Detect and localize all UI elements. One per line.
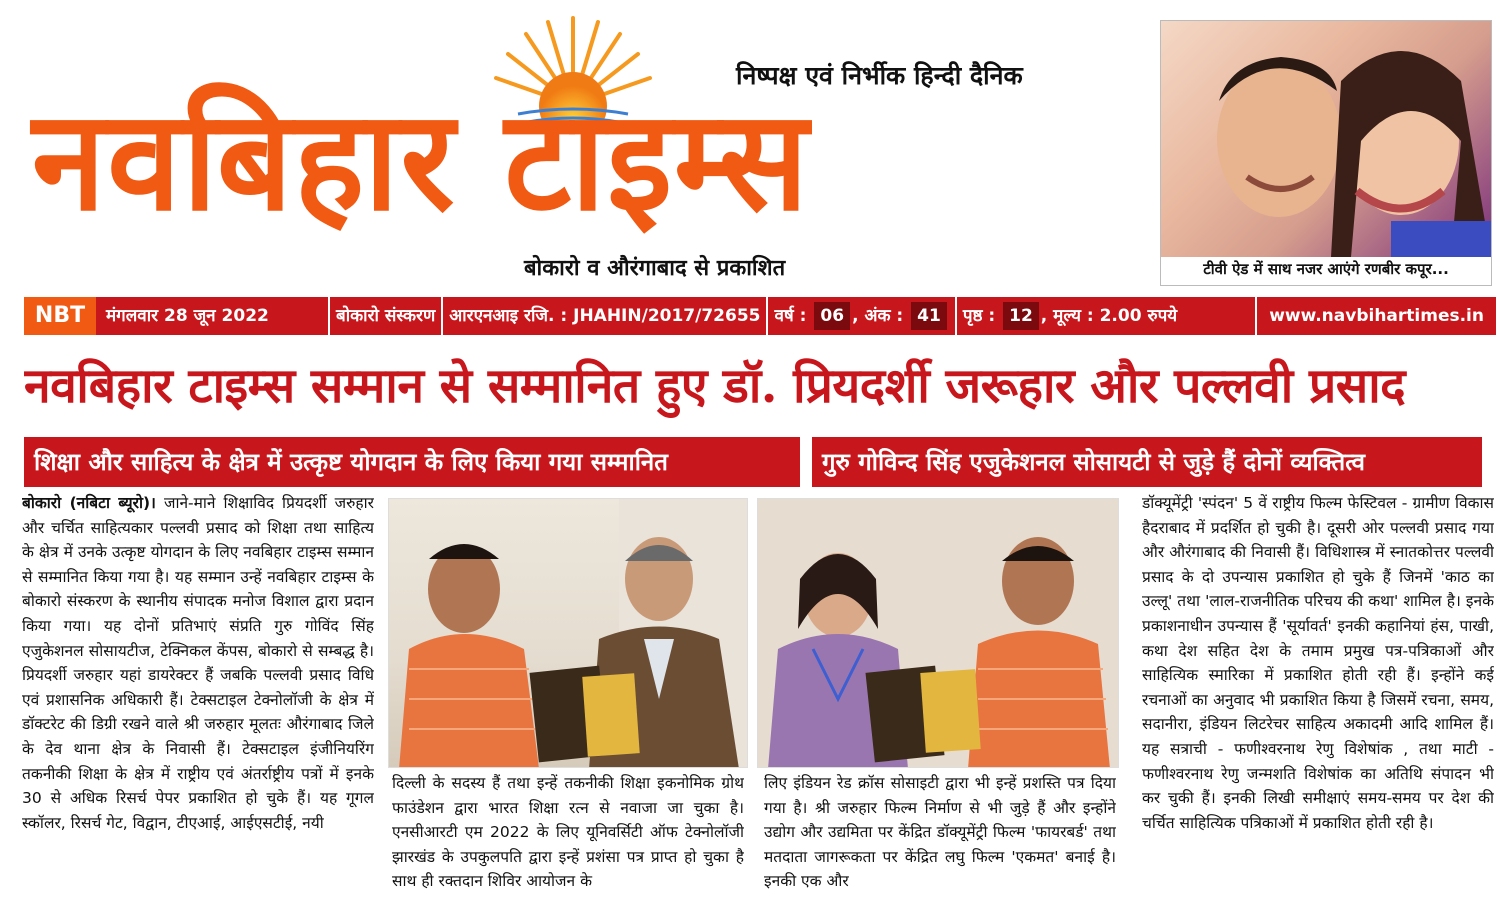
info-strip	[24, 297, 1496, 335]
page-value: 12	[1003, 302, 1039, 330]
nbt-badge: NBT	[24, 297, 96, 335]
column-1-text: जाने-माने शिक्षाविद प्रियदर्शी जरुहार और चर्चित साहित्यकार पल्लवी प्रसाद को शिक्षा तथा साहित्य के क्षेत्र में उनके उत्कृष्ट योगदान के लिए नवबिहार टाइम्स सम्मान से सम्मानित किया गया है। यह सम्मान उन्हें नवबिहार टाइम्स के बोकारो संस्करण के स्थानीय संपादक मनोज विशाल द्वारा प्रदान किया गया। यह दोनों प्रतिभाएं संप्रति गुरु गोविंद सिंह एजुकेशनल सोसायटीज, टेक्निकल केंपस, बोकारो से सम्बद्ध है। प्रियदर्शी जरुहार यहां डायरेक्टर हैं जबकि पल्लवी प्रसाद विधि एवं प्रशासनिक अधिकारी हैं। टेक्सटाइल टेक्नोलॉजी के क्षेत्र में डॉक्टरेट की डिग्री रखने वाले श्री जरुहार मूलतः औरंगाबाद जिले के देव थाना क्षेत्र के निवासी हैं। टेक्सटाइल इंजीनियरिंग तकनीकी शिक्षा के क्षेत्र में राष्ट्रीय एवं अंतर्राष्ट्रीय पत्रों में इनके 30 से अधिक रिसर्च पेपर प्रकाशित हो चुके हैं। यह गूगल स्कॉलर, रिसर्च गेट, विद्वान, टीएआई, आईएसटीई, नयी	[22, 494, 374, 832]
masthead	[0, 0, 1500, 292]
award-photo-1	[388, 498, 748, 768]
year-issue	[766, 297, 954, 335]
article-column-3: लिए इंडियन रेड क्रॉस सोसाइटी द्वारा भी इन्हें प्रशस्ति पत्र दिया गया है। श्री जरुहार फिल्म निर्माण से भी जुड़े हैं और इन्होंने उद्योग और उद्यमिता पर केंद्रित डॉक्यूमेंट्री फिल्म 'फायरबर्ड' तथा मतदाता जागरूकता पर केंद्रित लघु फिल्म 'एकमत' बनाई है। इनकी एक और	[764, 774, 1116, 891]
article-column-2: दिल्ली के सदस्य हैं तथा इन्हें तकनीकी शिक्षा इकनोमिक ग्रोथ फाउंडेशन द्वारा भारत शिक्षा रत्न से नवाजा जा चुका है। एनसीआरटी एम 2022 के लिए यूनिवर्सिटी ऑफ टेक्नोलॉजी झारखंड के उपकुलपति द्वारा इन्हें प्रशंसा पत्र प्राप्त हो चुका है साथ ही रक्तदान शिविर आयोजन के	[392, 774, 744, 891]
issue-label: , अंक :	[852, 306, 904, 326]
published-from: बोकारो व औरंगाबाद से प्रकाशित	[524, 256, 786, 281]
edition-name: बोकारो संस्करण	[328, 297, 441, 335]
award-photo-2	[757, 498, 1119, 768]
main-headline: नवबिहार टाइम्स सम्मान से सम्मानित हुए डॉ. प्रियदर्शी जरूहार और पल्लवी प्रसाद	[24, 358, 1406, 414]
promo-caption: टीवी ऐड में साथ नजर आएंगे रणबीर कपूर...	[1203, 260, 1449, 278]
registration-number: आरएनआइ रजि. : JHAHIN/2017/72655	[441, 297, 766, 335]
price: , मूल्य : 2.00 रुपये	[1040, 306, 1178, 326]
promo-box[interactable]	[1160, 20, 1492, 286]
issue-value: 41	[911, 302, 947, 330]
article-column-4: डॉक्यूमेंट्री 'स्पंदन' 5 वें राष्ट्रीय फिल्म फेस्टिवल - ग्रामीण विकास हैदराबाद में प्रदर्शित हो चुकी है। दूसरी ओर पल्लवी प्रसाद गया और औरंगाबाद की निवासी हैं। विधिशास्त्र में स्नातकोत्तर पल्लवी प्रसाद के दो उपन्यास प्रकाशित हो चुके हैं जिनमें 'काठ का उल्लू' तथा 'लाल-राजनीतिक परिचय की कथा' शामिल है। इनके प्रकाशनाधीन उपन्यास हैं 'सूर्यावर्त' इनकी कहानियां हंस, पाखी, कथा देश सहित देश के तमाम प्रमुख पत्र-पत्रिकाओं और साहित्यिक स्मारिका में प्रकाशित होती रही हैं। इन्होंने कई रचनाओं का अनुवाद भी प्रकाशित किया है जिसमें रचना, समय, सदानीरा, इंडियन लिटरेचर साहित्य अकादमी आदि शामिल हैं। यह सत्राची - फणीश्वरनाथ रेणु विशेषांक , तथा माटी - फणीश्वरनाथ रेणु जन्मशति विशेषांक का अतिथि संपादन भी कर चुकी हैं। इनकी लिखी समीक्षाएं समय-समय पर देश की चर्चित साहित्यिक पत्रिकाओं में प्रकाशित होती रही है।	[1142, 494, 1494, 832]
year-label: वर्ष :	[774, 306, 807, 326]
website-link[interactable]: www.navbihartimes.in	[1255, 297, 1496, 335]
promo-photo	[1161, 21, 1491, 257]
year-value: 06	[814, 302, 850, 330]
dateline: बोकारो (नबिटा ब्यूरो)।	[22, 494, 156, 512]
page-label: पृष्ठ :	[962, 306, 996, 326]
subhead-right: गुरु गोविन्द सिंह एजुकेशनल सोसायटी से जुड़े हैं दोनों व्यक्तित्व	[812, 437, 1482, 487]
subhead-left: शिक्षा और साहित्य के क्षेत्र में उत्कृष्ट योगदान के लिए किया गया सम्मानित	[24, 437, 800, 487]
article-column-1	[22, 491, 374, 901]
newspaper-logo: नवबिहार टाइम्स	[32, 80, 811, 243]
page-price	[955, 297, 1183, 335]
issue-date: मंगलवार 28 जून 2022	[96, 297, 328, 335]
tagline: निष्पक्ष एवं निर्भीक हिन्दी दैनिक	[736, 61, 1023, 90]
